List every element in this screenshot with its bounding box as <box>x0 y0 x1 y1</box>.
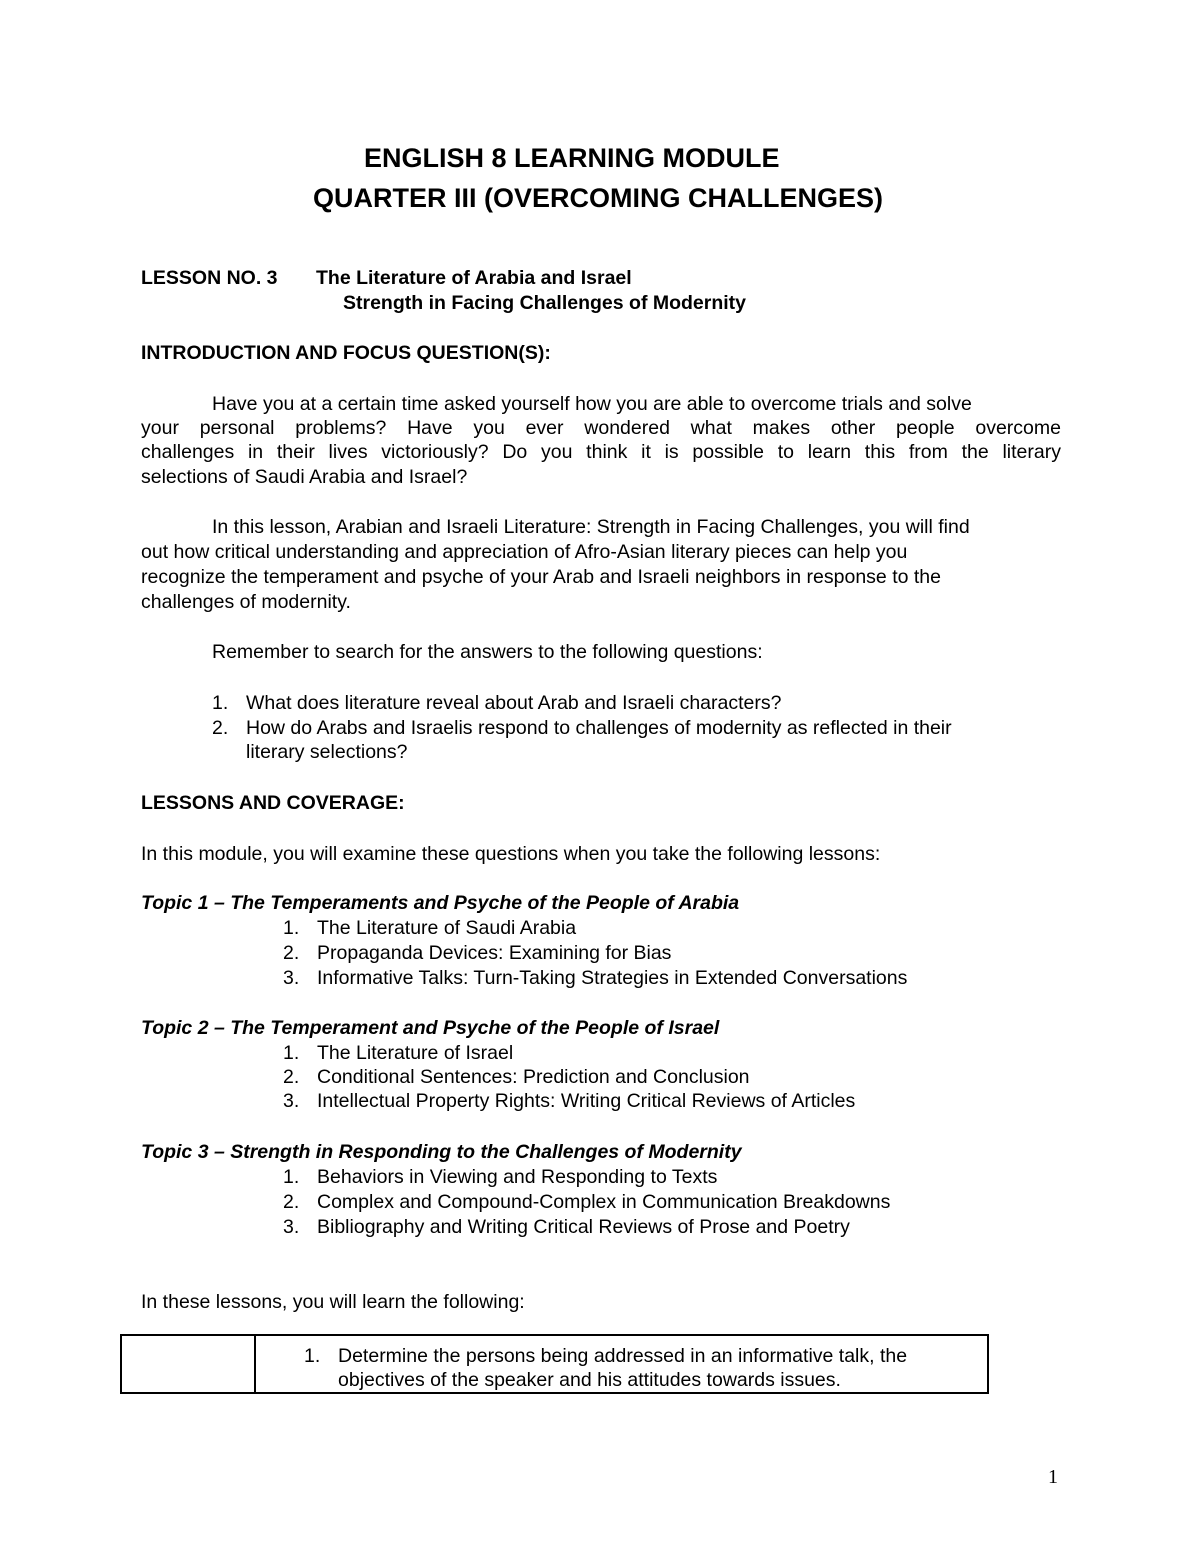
list-text: Determine the persons being addressed in an informative talk, the <box>338 1345 908 1367</box>
list-text: Bibliography and Writing Critical Reviews of Prose and Poetry <box>317 1216 850 1238</box>
list-text: The Literature of Saudi Arabia <box>317 917 577 939</box>
coverage-heading: LESSONS AND COVERAGE: <box>141 792 405 814</box>
list-item <box>283 917 576 940</box>
list-text: Conditional Sentences: Prediction and Conclusion <box>317 1066 750 1088</box>
list-item <box>283 1191 890 1214</box>
intro-heading: INTRODUCTION AND FOCUS QUESTION(S): <box>141 342 551 364</box>
list-text-continuation: literary selections? <box>246 741 408 763</box>
intro-paragraph-3: Remember to search for the answers to the following questions: <box>212 641 763 663</box>
intro-p2-line: recognize the temperament and psyche of your Arab and Israeli neighbors in response to the <box>141 566 941 588</box>
list-number: 2. <box>212 717 229 739</box>
topic-2-title: Topic 2 – The Temperament and Psyche of the People of Israel <box>141 1017 720 1039</box>
objectives-table <box>120 1334 989 1394</box>
list-number: 3. <box>283 967 300 989</box>
coverage-intro: In this module, you will examine these questions when you take the following lessons: <box>141 843 881 865</box>
intro-p1-line: Have you at a certain time asked yourself how you are able to overcome trials and solve <box>212 393 972 415</box>
intro-p1-line: challenges in their lives victoriously? Do you think it is possible to learn this from the literary <box>141 441 1061 463</box>
list-number: 1. <box>212 692 229 714</box>
intro-p2-line: In this lesson, Arabian and Israeli Literature: Strength in Facing Challenges, you will find <box>212 516 970 538</box>
intro-p1-line: your personal problems? Have you ever wondered what makes other people overcome <box>141 417 1061 439</box>
list-item <box>283 1216 850 1239</box>
table-cell-objective <box>255 1335 988 1393</box>
list-number: 1. <box>283 1166 300 1188</box>
module-title: ENGLISH 8 LEARNING MODULE <box>364 143 780 173</box>
list-text: Propaganda Devices: Examining for Bias <box>317 942 672 964</box>
list-number: 3. <box>283 1090 300 1112</box>
table-row <box>121 1335 988 1393</box>
intro-p2-line: out how critical understanding and appreciation of Afro-Asian literary pieces can help you <box>141 541 908 563</box>
list-item <box>304 1344 987 1368</box>
list-text: How do Arabs and Israelis respond to challenges of modernity as reflected in their <box>246 717 952 739</box>
list-number: 1. <box>283 917 300 939</box>
list-text: What does literature reveal about Arab and Israeli characters? <box>246 692 782 714</box>
topic-3-title: Topic 3 – Strength in Responding to the Challenges of Modernity <box>141 1141 742 1163</box>
list-text: Intellectual Property Rights: Writing Critical Reviews of Articles <box>317 1090 856 1112</box>
list-text: The Literature of Israel <box>317 1042 514 1064</box>
list-text-continuation: objectives of the speaker and his attitudes towards issues. <box>338 1369 841 1391</box>
list-item <box>283 1166 717 1189</box>
list-item <box>283 942 671 965</box>
lesson-label: LESSON NO. 3 <box>141 267 278 289</box>
list-number: 1. <box>283 1042 300 1064</box>
intro-p2-line: challenges of modernity. <box>141 591 351 613</box>
lesson-title: The Literature of Arabia and Israel <box>316 267 632 289</box>
list-item <box>283 967 907 990</box>
list-number: 3. <box>283 1216 300 1238</box>
list-text: Informative Talks: Turn-Taking Strategies in Extended Conversations <box>317 967 908 989</box>
list-item <box>283 1066 750 1089</box>
list-item <box>212 717 952 740</box>
list-text: Complex and Compound-Complex in Communication Breakdowns <box>317 1191 891 1213</box>
lesson-subtitle: Strength in Facing Challenges of Modernity <box>343 292 747 314</box>
list-item <box>283 1042 513 1065</box>
list-number: 2. <box>283 1066 300 1088</box>
topic-1-title: Topic 1 – The Temperaments and Psyche of the People of Arabia <box>141 892 740 914</box>
list-item <box>212 692 781 715</box>
list-item <box>283 1090 855 1113</box>
list-text: Behaviors in Viewing and Responding to Texts <box>317 1166 718 1188</box>
list-number: 1. <box>304 1345 321 1367</box>
page-number: 1 <box>1048 1466 1058 1488</box>
list-number: 2. <box>283 942 300 964</box>
list-number: 2. <box>283 1191 300 1213</box>
intro-p1-line: selections of Saudi Arabia and Israel? <box>141 466 468 488</box>
learn-intro: In these lessons, you will learn the following: <box>141 1291 525 1313</box>
table-cell-empty <box>121 1335 255 1393</box>
quarter-title: QUARTER III (OVERCOMING CHALLENGES) <box>313 183 884 213</box>
